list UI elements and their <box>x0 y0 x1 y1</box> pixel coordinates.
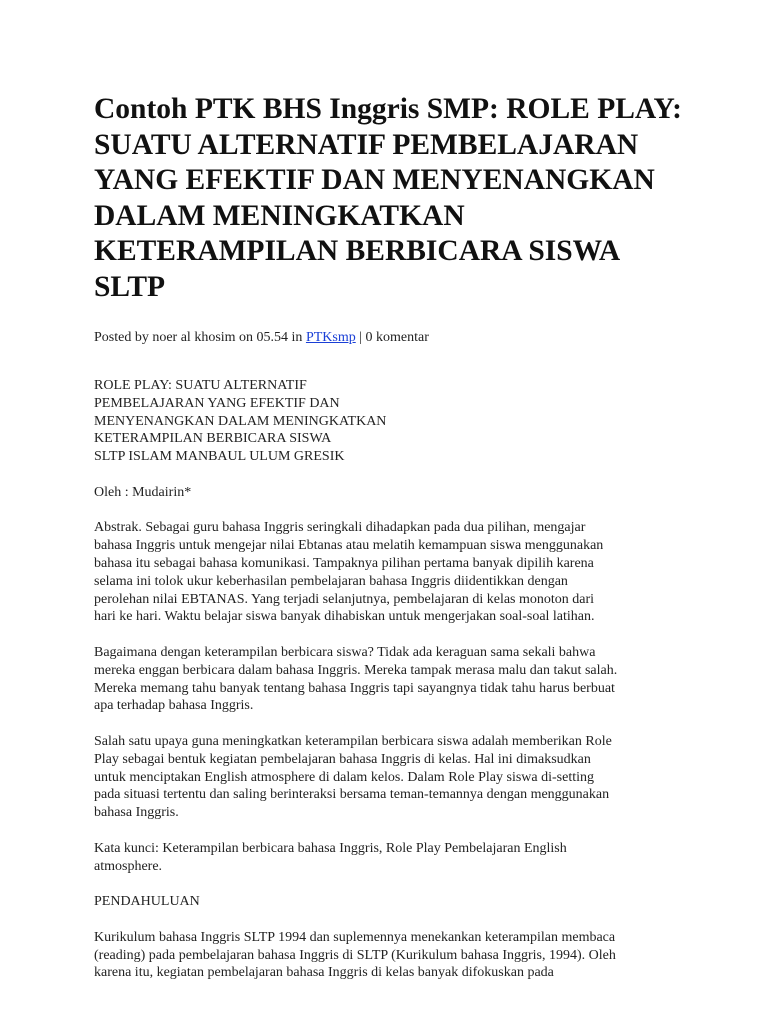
text-line: Kata kunci: Keterampilan berbicara bahasa Inggris, Role Play Pembelajaran English <box>94 840 567 856</box>
body-paragraph <box>94 644 684 715</box>
heading-line: MENYENANGKAN DALAM MENINGKATKAN <box>94 413 387 429</box>
text-line: perolehan nilai EBTANAS. Yang terjadi selanjutnya, pembelajaran di kelas monoton dari <box>94 591 595 607</box>
article <box>94 0 684 982</box>
text-line: apa terhadap bahasa Inggris. <box>94 698 254 714</box>
author-line: Oleh : Mudairin* <box>94 484 192 500</box>
body-paragraph <box>94 929 684 982</box>
text-line: Abstrak. Sebagai guru bahasa Inggris seringkali dihadapkan pada dua pilihan, mengajar <box>94 520 586 536</box>
text-line: bahasa Inggris. <box>94 805 179 821</box>
comments-count: | 0 komentar <box>355 330 429 345</box>
heading-line: PEMBELAJARAN YANG EFEKTIF DAN <box>94 395 340 411</box>
text-line: (reading) pada pembelajaran bahasa Inggris di SLTP (Kurikulum bahasa Inggris, 1994). Oleh <box>94 947 616 963</box>
text-line: pada situasi tertentu dan saling berinteraksi bersama teman-temannya dengan menggunakan <box>94 787 610 803</box>
section-heading <box>94 893 684 911</box>
text-line: karena itu, kegiatan pembelajaran bahasa Inggris di kelas banyak difokuskan pada <box>94 965 554 981</box>
article-heading <box>94 377 684 466</box>
heading-line: KETERAMPILAN BERBICARA SISWA <box>94 431 332 447</box>
category-link[interactable]: PTKsmp <box>305 330 356 345</box>
heading-line: ROLE PLAY: SUATU ALTERNATIF <box>94 378 307 393</box>
post-meta <box>94 329 684 347</box>
text-line: Kurikulum bahasa Inggris SLTP 1994 dan suplemennya menekankan keterampilan membaca <box>94 929 616 945</box>
abstract-paragraph <box>94 519 684 626</box>
text-line: Bagaimana dengan keterampilan berbicara siswa? Tidak ada keraguan sama sekali bahwa <box>94 644 596 660</box>
text-line: bahasa itu sebagai bahasa komunikasi. Tampaknya pilihan pertama banyak dipilih karena <box>94 555 594 571</box>
text-line: untuk menciptakan English atmosphere di dalam kelos. Dalam Role Play siswa di-setting <box>94 769 595 785</box>
posted-by-text: Posted by noer al khosim on 05.54 in <box>94 330 306 345</box>
keywords-paragraph <box>94 840 684 876</box>
post-title: Contoh PTK BHS Inggris SMP: ROLE PLAY: SUATU ALTERNATIF PEMBELAJARAN YANG EFEKTIF DAN MENYENANGKAN DALAM MENINGKATKAN KETERAMPILAN BERBICARA SISWA SLTP <box>94 93 682 303</box>
body-paragraph <box>94 733 684 822</box>
text-line: Mereka memang tahu banyak tentang bahasa Inggris tapi sayangnya tidak tahu harus berbuat <box>94 680 615 696</box>
heading-line: SLTP ISLAM MANBAUL ULUM GRESIK <box>94 449 345 465</box>
text-line: atmosphere. <box>94 858 163 874</box>
text-line: Play sebagai bentuk kegiatan pembelajaran bahasa Inggris di kelas. Hal ini dimaksudkan <box>94 751 591 767</box>
text-line: Salah satu upaya guna meningkatkan keterampilan berbicara siswa adalah memberikan Role <box>94 733 612 749</box>
text-line: selama ini tolok ukur keberhasilan pembelajaran bahasa Inggris diidentikkan dengan <box>94 573 568 589</box>
text-line: bahasa Inggris untuk mengejar nilai Ebtanas atau melatih kemampuan siswa menggunakan <box>94 538 604 554</box>
post-body <box>94 377 684 982</box>
text-line: hari ke hari. Waktu belajar siswa banyak dihabiskan untuk mengerjakan soal-soal latihan. <box>94 609 595 625</box>
text-line: PENDAHULUAN <box>94 894 200 910</box>
text-line: mereka enggan berbicara dalam bahasa Inggris. Mereka tampak merasa malu dan takut salah. <box>94 662 618 678</box>
